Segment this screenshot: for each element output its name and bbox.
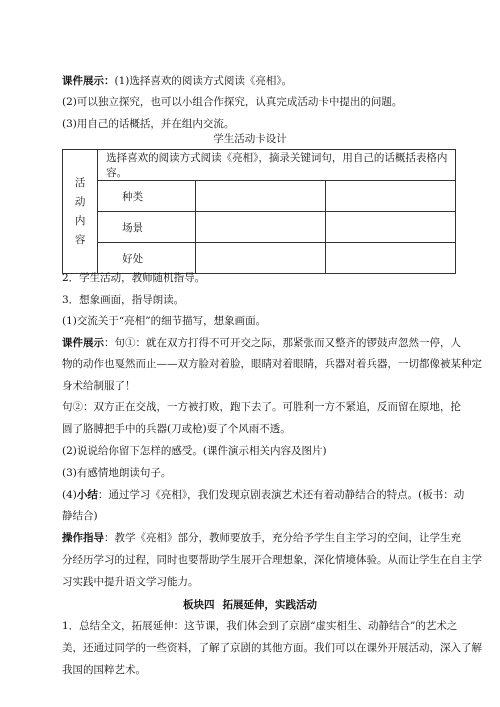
row-label-scene: 场景	[98, 212, 196, 243]
substep-4-cont: 静结合)	[62, 510, 98, 522]
activity-card-table	[62, 149, 456, 274]
courseware-line-5: 圆了胳膊把手中的兵器(刀或枪)耍了个风雨不透。	[62, 423, 291, 435]
row-benefit-cell-2	[325, 243, 455, 274]
row-type-cell-1	[195, 181, 325, 212]
card-side-label: 活 动 内 容	[63, 150, 98, 274]
summary-line-3: 我国的国粹艺术。	[62, 664, 146, 676]
intro-line-2: (2)可以独立探究，也可以小组合作探究，认真完成活动卡中提出的问题。	[62, 96, 403, 108]
label-courseware-display: 课件展示：	[62, 75, 115, 87]
row-benefit-cell-1	[195, 243, 325, 274]
courseware-line-1: 课件展示：句①：就在双方打得不可开交之际，那紧张而又整齐的锣鼓声忽然一停，人	[62, 337, 461, 349]
courseware-line-3: 身术给制服了！	[62, 380, 136, 392]
row-label-type: 种类	[98, 181, 196, 212]
card-instruction: 选择喜欢的阅读方式阅读《亮相》，摘录关键词句，用自己的话概括表格内容。	[98, 150, 456, 181]
row-scene-cell-2	[325, 212, 455, 243]
row-type-cell-2	[325, 181, 455, 212]
card-caption: 学生活动卡设计	[213, 133, 287, 145]
substep-2: (2)说说给你留下怎样的感受。(课件演示相关内容及图片)	[62, 445, 327, 457]
substep-4: (4)小结：通过学习《亮相》，我们发现京剧表演艺术还有着动静结合的特点。(板书：动	[62, 489, 465, 501]
section-4-heading: 板块四 拓展延伸，实践活动	[183, 599, 317, 611]
courseware-line-4: 句②：双方正在交战，一方被打败，跑下去了。可胜利一方不紧追，反而留在原地，抡	[62, 401, 461, 413]
guide-line-2: 分经历学习的过程，同时也要帮助学生展开合理想象，深化情境体验。从而让学生在自主学	[62, 554, 482, 566]
guide-line-1: 操作指导：教学《亮相》部分，教师要放手，充分给予学生自主学习的空间，让学生充	[62, 532, 461, 544]
substep-1: (1)交流关于“亮相”的细节描写，想象画面。	[62, 315, 267, 327]
step-3: 3．想象画面，指导朗读。	[62, 294, 185, 306]
intro-line-1: 课件展示：(1)选择喜欢的阅读方式阅读《亮相》。	[62, 75, 293, 87]
summary-line-1: 1．总结全文，拓展延伸：这节课，我们体会到了京剧“虚实相生、动静结合”的艺术之	[62, 620, 458, 632]
intro-line-3: (3)用自己的话概括，并在组内交流。	[62, 118, 235, 130]
courseware-line-2: 物的动作也戛然而止——双方脸对着脸，眼睛对着眼睛，兵器对着兵器，一切都像被某种定	[62, 358, 482, 370]
summary-line-2: 美，还通过同学的一些资料，了解了京剧的其他方面。我们可以在课外开展活动，深入了解	[62, 642, 482, 654]
row-scene-cell-1	[195, 212, 325, 243]
substep-3: (3)有感情地朗读句子。	[62, 467, 172, 479]
row-label-benefit: 好处	[98, 243, 196, 274]
guide-line-3: 习实践中提升语文学习能力。	[62, 576, 199, 588]
step-2: 2．学生活动，教师随机指导。	[62, 272, 206, 284]
